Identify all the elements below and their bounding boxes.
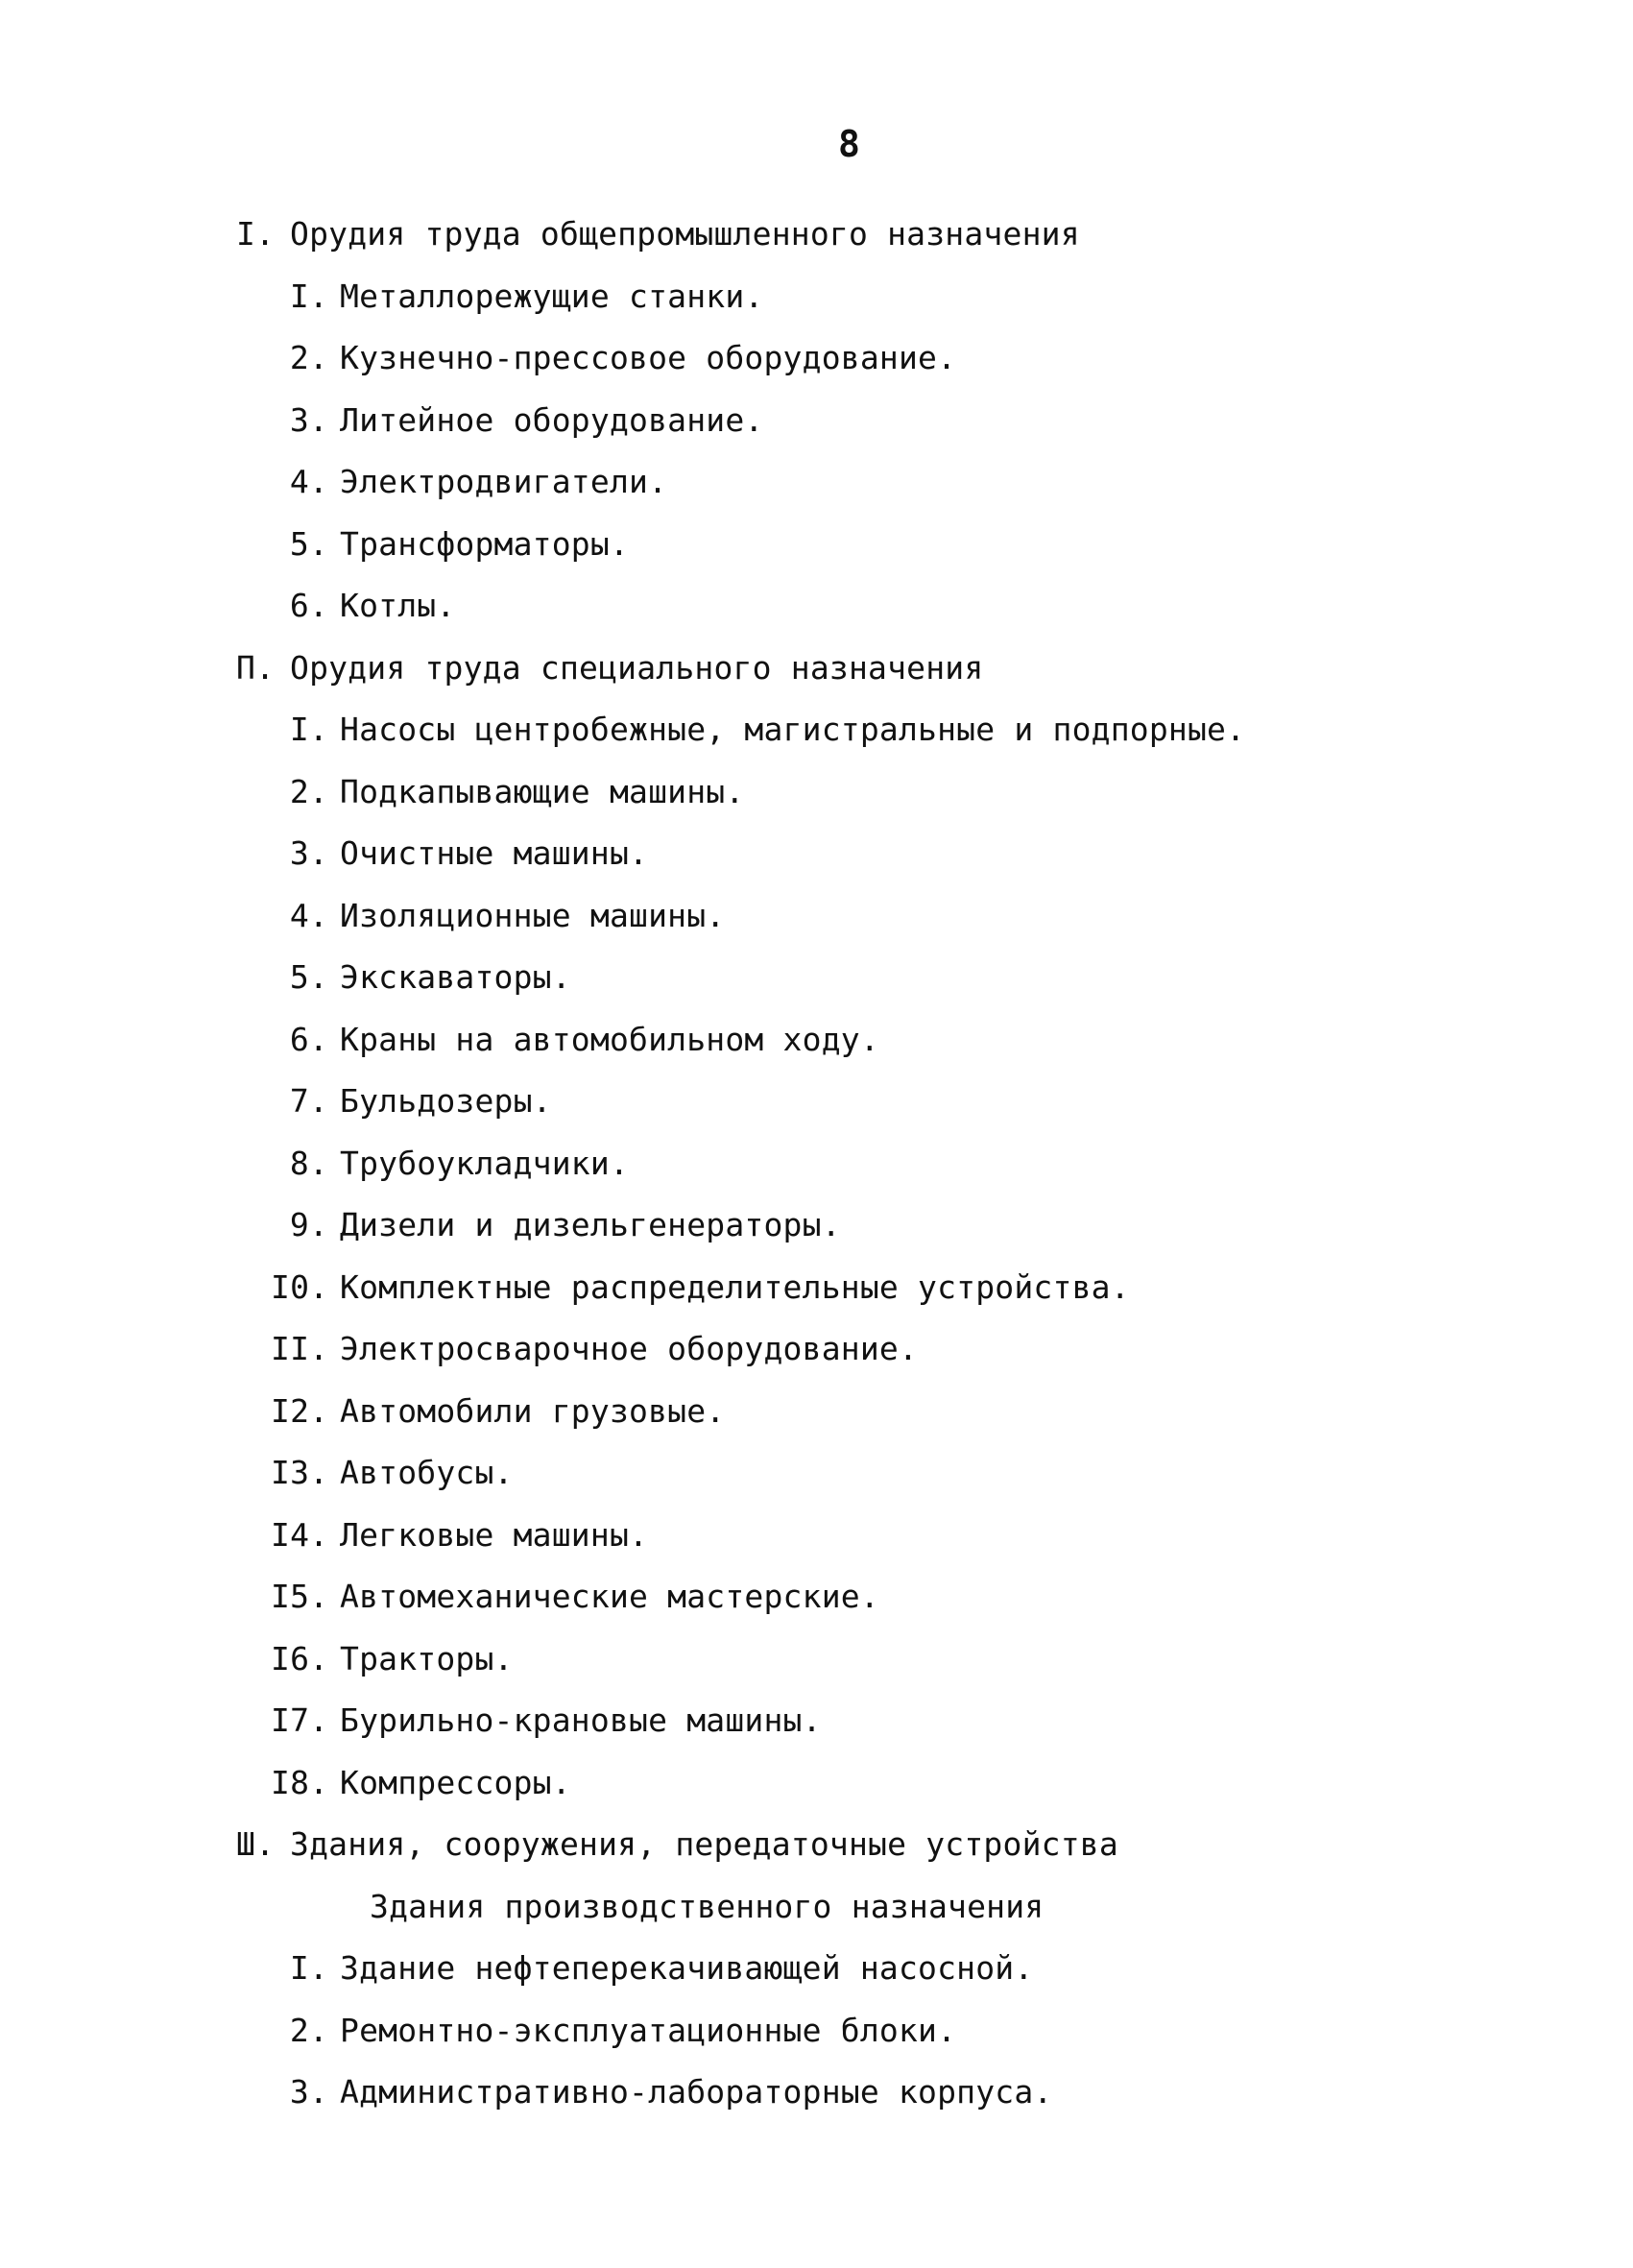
list-item-number: 3. — [289, 834, 328, 872]
list-item — [271, 897, 725, 935]
list-item-text: Автобусы. — [340, 1454, 514, 1491]
section-numeral: Ш. — [236, 1825, 276, 1863]
list-item — [271, 1021, 879, 1059]
list-item-text: Компрессоры. — [340, 1764, 571, 1801]
list-item-text: Ремонтно-эксплуатационные блоки. — [340, 2012, 957, 2049]
list-item-text: Экскаваторы. — [340, 958, 571, 996]
list-item — [271, 1578, 879, 1616]
list-item-text: Трансформаторы. — [340, 525, 630, 563]
list-item-text: Административно-лабораторные корпуса. — [340, 2073, 1053, 2111]
list-item-text: Автомеханические мастерские. — [340, 1578, 879, 1615]
list-item-text: Легковые машины. — [340, 1516, 649, 1554]
section-subheading-text: Здания производственного назначения — [370, 1888, 1045, 1925]
list-item — [271, 525, 629, 564]
list-item-number: I7. — [271, 1701, 329, 1739]
section-heading — [236, 649, 983, 688]
list-item — [271, 401, 764, 440]
list-item — [271, 1330, 918, 1368]
list-item-text: Краны на автомобильном ходу. — [340, 1021, 879, 1058]
list-item-text: Литейное оборудование. — [340, 401, 764, 439]
list-item-number: 2. — [289, 773, 328, 810]
list-item-text: Бурильно-крановые машины. — [340, 1701, 822, 1739]
list-item-text: Электродвигатели. — [340, 463, 668, 500]
section-numeral: П. — [236, 649, 276, 687]
list-item-number: I4. — [271, 1516, 329, 1554]
list-item-number: 5. — [289, 525, 328, 563]
list-item-number: 5. — [289, 958, 328, 996]
list-item-number: II. — [271, 1330, 329, 1367]
list-item — [271, 277, 764, 316]
section-title: Орудия труда специального назначения — [290, 649, 984, 687]
list-item-text: Очистные машины. — [340, 834, 649, 872]
list-item-text: Подкапывающие машины. — [340, 773, 745, 810]
list-item-text: Бульдозеры. — [340, 1082, 552, 1120]
list-item — [271, 1516, 648, 1555]
list-item-number: I0. — [271, 1268, 329, 1306]
list-item — [271, 958, 571, 997]
section-title: Орудия труда общепромышленного назначения — [290, 215, 1080, 253]
list-item — [271, 463, 667, 501]
list-item-number: 8. — [289, 1145, 328, 1182]
list-item-number: I3. — [271, 1454, 329, 1491]
list-item-number: 3. — [289, 2073, 328, 2111]
list-item-number: 4. — [289, 897, 328, 934]
list-item-text: Изоляционные машины. — [340, 897, 726, 934]
list-item-number: I. — [289, 711, 328, 748]
list-item-text: Насосы центробежные, магистральные и подпорные. — [340, 711, 1246, 748]
list-item — [271, 1454, 514, 1492]
list-item — [271, 339, 956, 377]
section-numeral: I. — [236, 215, 276, 253]
list-item — [271, 1392, 725, 1431]
list-item — [271, 1268, 1130, 1307]
list-item-text: Тракторы. — [340, 1640, 514, 1677]
list-item — [271, 1206, 841, 1244]
section-subheading — [370, 1888, 1044, 1926]
list-item-text: Электросварочное оборудование. — [340, 1330, 919, 1367]
list-item — [271, 2012, 956, 2050]
list-item — [271, 773, 744, 811]
list-item-number: 7. — [289, 1082, 328, 1120]
list-item-number: I2. — [271, 1392, 329, 1430]
list-item — [271, 1764, 571, 1802]
page-number: 8 — [838, 123, 860, 165]
list-item-text: Дизели и дизельгенераторы. — [340, 1206, 841, 1243]
list-item-text: Кузнечно-прессовое оборудование. — [340, 339, 957, 376]
list-item-text: Трубоукладчики. — [340, 1145, 630, 1182]
list-item-number: 2. — [289, 2012, 328, 2049]
list-item — [271, 1949, 1033, 1988]
list-item-number: I. — [289, 277, 328, 315]
list-item-number: 3. — [289, 401, 328, 439]
list-item-text: Комплектные распределительные устройства. — [340, 1268, 1130, 1306]
list-item-text: Здание нефтеперекачивающей насосной. — [340, 1949, 1034, 1987]
section-title: Здания, сооружения, передаточные устройства — [290, 1825, 1118, 1863]
list-item — [271, 2073, 1053, 2111]
section-heading — [236, 1825, 1118, 1864]
list-item — [271, 834, 648, 873]
list-item-number: 2. — [289, 339, 328, 376]
section-heading — [236, 215, 1080, 253]
list-item-number: 6. — [289, 587, 328, 624]
list-item — [271, 1701, 822, 1740]
list-item-text: Автомобили грузовые. — [340, 1392, 726, 1430]
list-item-number: 6. — [289, 1021, 328, 1058]
list-item — [271, 711, 1245, 749]
list-item-text: Котлы. — [340, 587, 456, 624]
list-item-number: 4. — [289, 463, 328, 500]
list-item-number: I6. — [271, 1640, 329, 1677]
list-item-number: 9. — [289, 1206, 328, 1243]
list-item-text: Металлорежущие станки. — [340, 277, 764, 315]
list-item — [271, 1082, 552, 1121]
list-item-number: I. — [289, 1949, 328, 1987]
list-item — [271, 587, 455, 625]
list-item-number: I8. — [271, 1764, 329, 1801]
list-item — [271, 1640, 514, 1678]
list-item-number: I5. — [271, 1578, 329, 1615]
list-item — [271, 1145, 629, 1183]
